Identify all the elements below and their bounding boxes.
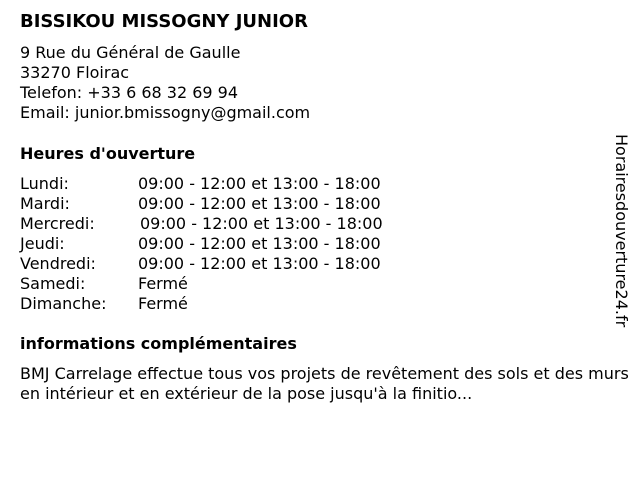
phone: Telefon: +33 6 68 32 69 94	[20, 83, 239, 102]
hours-row	[20, 234, 440, 254]
day-hours: 09:00 - 12:00 et 13:00 - 18:00	[138, 234, 381, 253]
day-label: Mercredi:	[20, 214, 95, 233]
business-name: BISSIKOU MISSOGNY JUNIOR	[20, 11, 308, 32]
info-heading: informations complémentaires	[20, 334, 297, 353]
watermark	[610, 134, 636, 344]
day-label: Mardi:	[20, 194, 70, 213]
watermark-text: Horairesdouverture24.fr	[612, 134, 631, 328]
day-label: Samedi:	[20, 274, 86, 293]
hours-row	[20, 174, 440, 194]
address-block	[20, 43, 310, 123]
hours-row	[20, 254, 440, 274]
street-address: 9 Rue du Général de Gaulle	[20, 43, 241, 62]
hours-row	[20, 194, 440, 214]
email: Email: junior.bmissogny@gmail.com	[20, 103, 311, 122]
day-label: Dimanche:	[20, 294, 107, 313]
hours-table	[20, 174, 440, 314]
day-hours: 09:00 - 12:00 et 13:00 - 18:00	[138, 194, 381, 213]
hours-row	[20, 294, 440, 314]
hours-heading: Heures d'ouverture	[20, 144, 196, 163]
day-label: Lundi:	[20, 174, 69, 193]
day-hours: Fermé	[138, 294, 188, 313]
city: 33270 Floirac	[20, 63, 130, 82]
day-label: Jeudi:	[20, 234, 65, 253]
day-hours: 09:00 - 12:00 et 13:00 - 18:00	[138, 254, 381, 273]
day-hours: Fermé	[138, 274, 188, 293]
hours-row	[20, 214, 440, 234]
day-label: Vendredi:	[20, 254, 96, 273]
day-hours: 09:00 - 12:00 et 13:00 - 18:00	[140, 214, 383, 233]
day-hours: 09:00 - 12:00 et 13:00 - 18:00	[138, 174, 381, 193]
info-text: BMJ Carrelage effectue tous vos projets de revêtement des sols et des murs en intérieur et en extérieur de la pose jusqu'à la finitio...	[20, 364, 629, 403]
hours-row	[20, 274, 440, 294]
